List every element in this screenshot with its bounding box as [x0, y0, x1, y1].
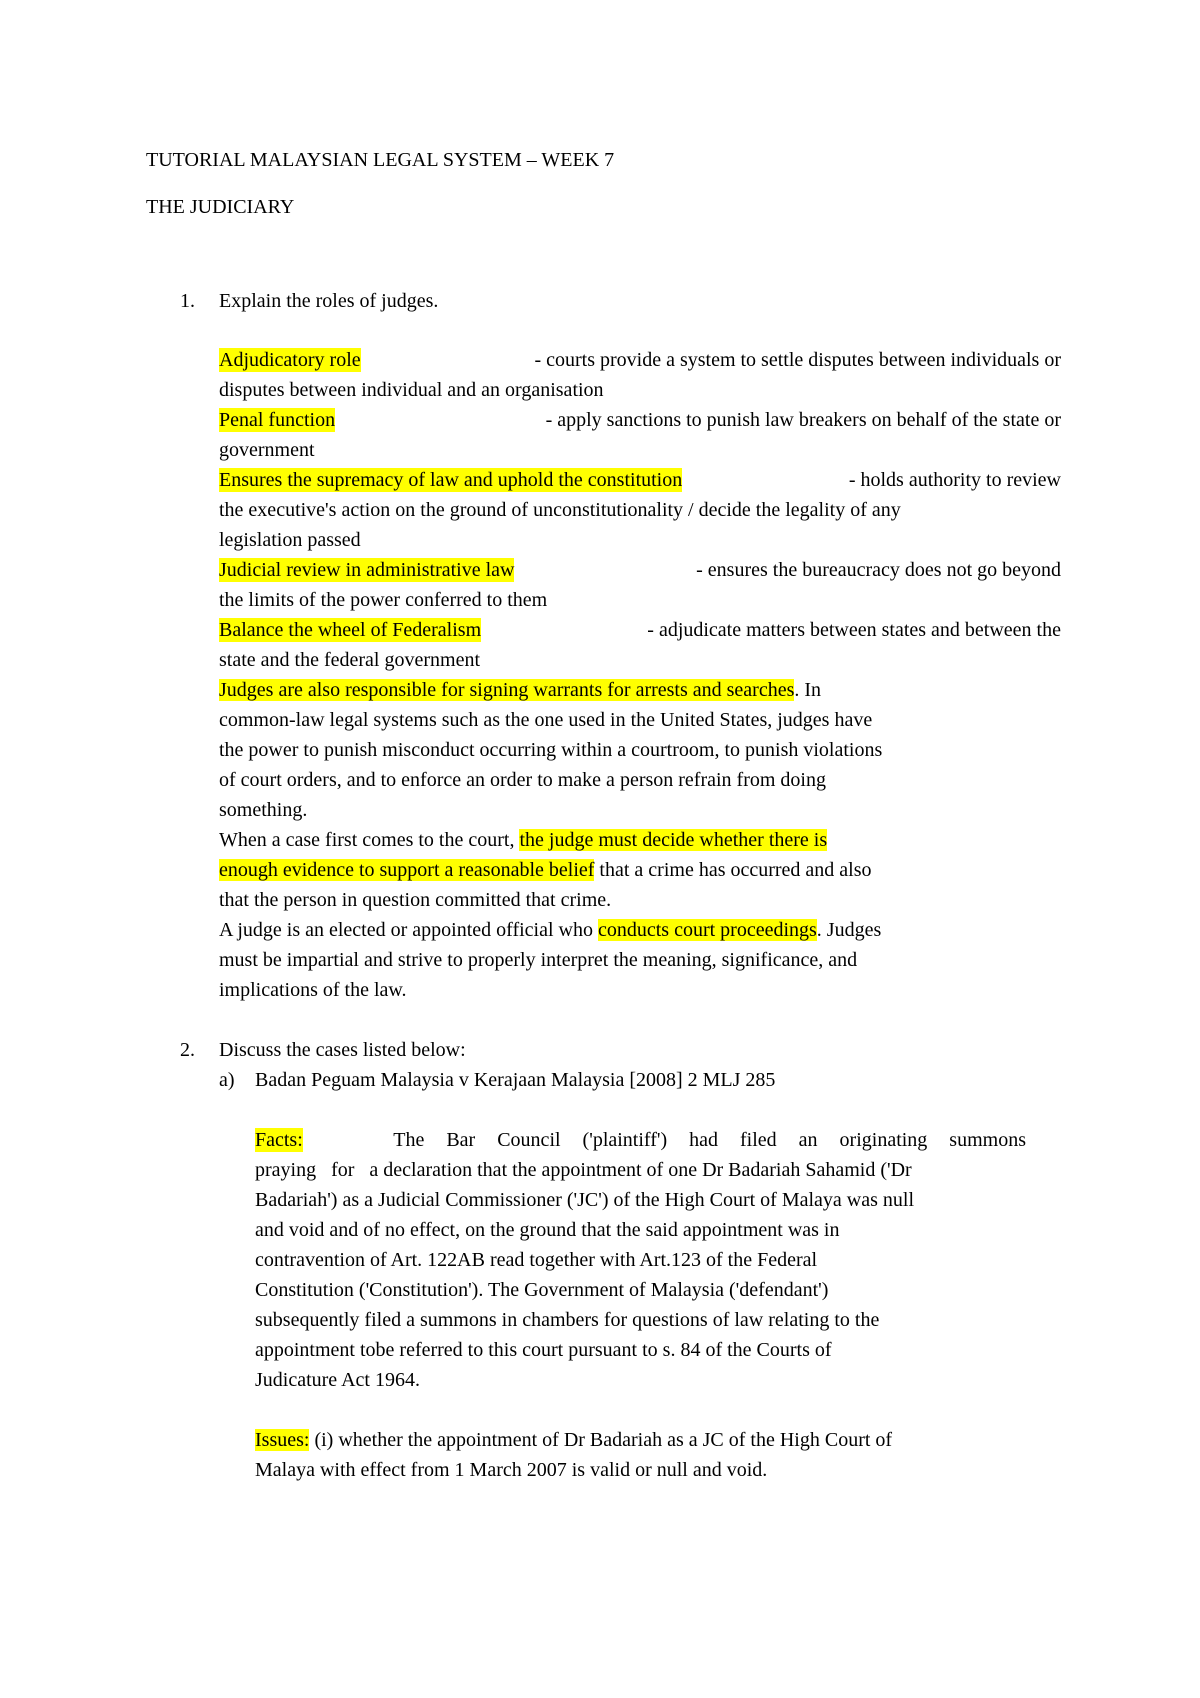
- federalism-line-2: state and the federal government: [219, 649, 480, 671]
- penal-line-2: government: [219, 439, 315, 461]
- case-text: that a crime has occurred and also: [599, 859, 872, 881]
- judicial-review-line-2: the limits of the power conferred to them: [219, 589, 548, 611]
- warrants-line: [219, 678, 821, 702]
- facts-line-5: contravention of Art. 122AB read together with Art.123 of the Federal: [255, 1249, 818, 1271]
- judge-line: [219, 918, 881, 942]
- warrants-line-5: something.: [219, 799, 308, 821]
- document-title: TUTORIAL MALAYSIAN LEGAL SYSTEM – WEEK 7: [146, 149, 615, 171]
- case-prefix: When a case first comes to the court,: [219, 829, 515, 851]
- adjudicatory-text: - courts provide a system to settle disputes between individuals or: [534, 349, 1061, 371]
- issues-line: [255, 1428, 892, 1452]
- supremacy-line: [219, 468, 1061, 492]
- judicial-review-text: - ensures the bureaucracy does not go beyond: [696, 559, 1061, 581]
- facts-line-1: The Bar Council ('plaintiff') had filed an originating summons: [393, 1129, 1026, 1151]
- federalism-text: - adjudicate matters between states and between the: [647, 619, 1061, 641]
- warrants-line-2: common-law legal systems such as the one used in the United States, judges have: [219, 709, 873, 731]
- supremacy-line-2: the executive's action on the ground of unconstitutionality / decide the legality of any: [219, 499, 901, 521]
- judge-line-3: implications of the law.: [219, 979, 407, 1001]
- supremacy-text: - holds authority to review: [848, 469, 1061, 491]
- case-highlight-1: the judge must decide whether there is: [519, 829, 828, 851]
- case-a-label: a): [219, 1069, 235, 1091]
- facts-line-6: Constitution ('Constitution'). The Government of Malaysia ('defendant'): [255, 1279, 829, 1301]
- facts-line-3: Badariah') as a Judicial Commissioner ('JC') of the High Court of Malaya was null: [255, 1189, 915, 1211]
- judicial-review-highlight: Judicial review in administrative law: [219, 559, 515, 581]
- document-subtitle: THE JUDICIARY: [146, 196, 295, 218]
- warrants-highlight: Judges are also responsible for signing warrants for arrests and searches: [219, 679, 795, 701]
- case-highlight-2: enough evidence to support a reasonable belief: [219, 859, 595, 881]
- federalism-line: [219, 618, 1061, 642]
- judge-text: . Judges: [816, 919, 882, 941]
- q2-question: Discuss the cases listed below:: [219, 1039, 466, 1061]
- supremacy-line-3: legislation passed: [219, 529, 361, 551]
- issues-highlight: Issues:: [255, 1429, 310, 1451]
- judge-highlight: conducts court proceedings: [597, 919, 817, 941]
- penal-text: - apply sanctions to punish law breakers on behalf of the state or: [545, 409, 1061, 431]
- facts-line: [255, 1128, 1026, 1152]
- adjudicatory-line-2: disputes between individual and an organisation: [219, 379, 604, 401]
- warrants-line-4: of court orders, and to enforce an order to make a person refrain from doing: [219, 769, 826, 791]
- issues-line-1: (i) whether the appointment of Dr Badariah as a JC of the High Court of: [314, 1429, 893, 1451]
- adjudicatory-highlight: Adjudicatory role: [219, 349, 361, 371]
- facts-line-9: Judicature Act 1964.: [255, 1369, 420, 1391]
- facts-line-2: praying for a declaration that the appointment of one Dr Badariah Sahamid ('Dr: [255, 1159, 912, 1181]
- case-line-2: [219, 858, 872, 882]
- case-line-3: that the person in question committed that crime.: [219, 889, 612, 911]
- federalism-highlight: Balance the wheel of Federalism: [219, 619, 482, 641]
- q1-question: Explain the roles of judges.: [219, 290, 439, 312]
- case-line: [219, 828, 827, 852]
- warrants-line-3: the power to punish misconduct occurring within a courtroom, to punish violations: [219, 739, 883, 761]
- judge-line-2: must be impartial and strive to properly interpret the meaning, significance, and: [219, 949, 858, 971]
- facts-highlight: Facts:: [255, 1129, 303, 1151]
- penal-line: [219, 408, 1061, 432]
- adjudicatory-line: [219, 348, 1061, 372]
- supremacy-highlight: Ensures the supremacy of law and uphold the constitution: [219, 469, 683, 491]
- q1-number: 1.: [180, 290, 195, 312]
- facts-line-7: subsequently filed a summons in chambers for questions of law relating to the: [255, 1309, 880, 1331]
- issues-line-2: Malaya with effect from 1 March 2007 is valid or null and void.: [255, 1459, 768, 1481]
- judge-prefix: A judge is an elected or appointed official who: [219, 919, 593, 941]
- warrants-text: . In: [794, 679, 822, 701]
- penal-highlight: Penal function: [219, 409, 336, 431]
- q2-number: 2.: [180, 1039, 195, 1061]
- judicial-review-line: [219, 558, 1061, 582]
- facts-line-4: and void and of no effect, on the ground that the said appointment was in: [255, 1219, 840, 1241]
- case-a-title: Badan Peguam Malaysia v Kerajaan Malaysia [2008] 2 MLJ 285: [255, 1069, 776, 1091]
- facts-line-8: appointment tobe referred to this court pursuant to s. 84 of the Courts of: [255, 1339, 832, 1361]
